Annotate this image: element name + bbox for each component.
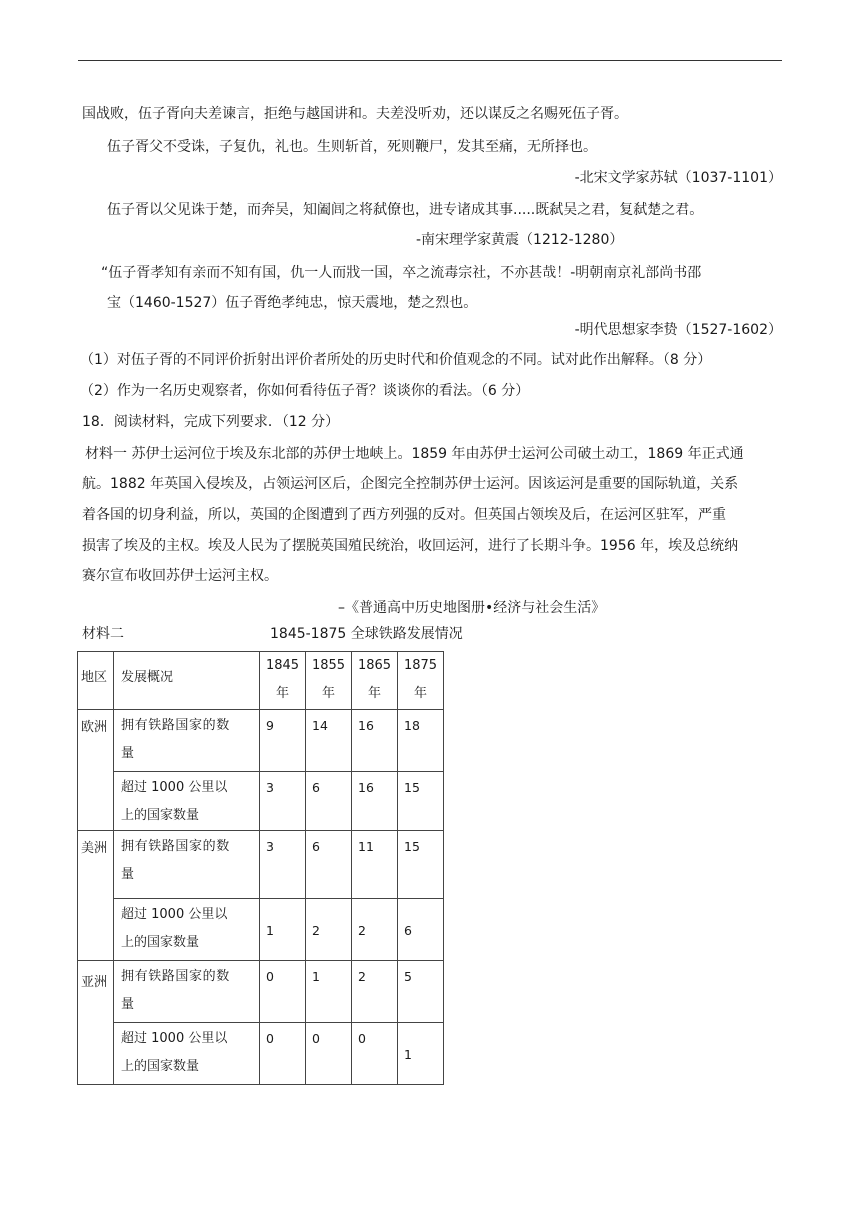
material-1-line-5: 赛尔宣布收回苏伊士运河主权。	[82, 568, 278, 584]
region-america: 美洲	[78, 831, 114, 961]
cell-value: 1	[398, 1023, 444, 1085]
table-row	[78, 772, 444, 831]
cell-value: 1	[260, 899, 306, 961]
material-1-line-3: 着各国的切身利益，所以，英国的企图遭到了西方列强的反对。但英国占领埃及后，在运河区驻军，严重	[82, 507, 726, 523]
desc-over-1000km: 超过 1000 公里以 上的国家数量	[114, 1023, 260, 1085]
table-title: 1845-1875 全球铁路发展情况	[270, 626, 463, 642]
text-line-6: “伍子胥孝知有亲而不知有国，仇一人而戕一国，卒之流毒宗社，不亦甚哉！-明朝南京礼部尚书邵	[101, 265, 702, 281]
cell-value: 16	[352, 710, 398, 772]
cell-value: 6	[306, 831, 352, 899]
question-1: （1）对伍子胥的不同评价折射出评价者所处的历史时代和价值观念的不同。试对此作出解释。（8 分）	[80, 352, 712, 368]
table-row	[78, 899, 444, 961]
desc-count: 拥有铁路国家的数 量	[114, 710, 260, 772]
text-line-7: 宝（1460-1527）伍子胥绝孝纯忠，惊天震地，楚之烈也。	[107, 295, 478, 311]
header-year-1845: 1845 年	[260, 652, 306, 710]
cell-value: 1	[306, 961, 352, 1023]
header-year-1855: 1855 年	[306, 652, 352, 710]
cell-value: 18	[398, 710, 444, 772]
cell-value: 2	[352, 961, 398, 1023]
region-europe: 欧洲	[78, 710, 114, 831]
cell-value: 0	[306, 1023, 352, 1085]
desc-count: 拥有铁路国家的数 量	[114, 961, 260, 1023]
cell-value: 0	[260, 1023, 306, 1085]
cell-value: 6	[398, 899, 444, 961]
header-year-1865: 1865 年	[352, 652, 398, 710]
cell-value: 14	[306, 710, 352, 772]
attribution-su-shi: -北宋文学家苏轼（1037-1101）	[574, 170, 782, 186]
cell-value: 2	[352, 899, 398, 961]
material-1-line-2: 航。1882 年英国入侵埃及，占领运河区后，企图完全控制苏伊士运河。因该运河是重要的国际轨道，关系	[82, 476, 739, 492]
cell-value: 0	[352, 1023, 398, 1085]
cell-value: 9	[260, 710, 306, 772]
cell-value: 3	[260, 831, 306, 899]
material-1-source: –《普通高中历史地图册•经济与社会生活》	[338, 600, 606, 616]
cell-value: 11	[352, 831, 398, 899]
question-18-heading: 18．阅读材料，完成下列要求．（12 分）	[82, 414, 340, 430]
cell-value: 15	[398, 831, 444, 899]
text-line-4: 伍子胥以父见诛于楚，而奔吴，知阖闾之将弑僚也，进专诸成其事.....既弑吴之君，复弑楚之君。	[107, 202, 704, 218]
material-1-line-4: 损害了埃及的主权。埃及人民为了摆脱英国殖民统治，收回运河，进行了长期斗争。1956 年，埃及总统纳	[82, 538, 739, 554]
attribution-huang-zhen: -南宋理学家黄震（1212-1280）	[416, 232, 624, 248]
table-row	[78, 831, 444, 899]
cell-value: 2	[306, 899, 352, 961]
cell-value: 0	[260, 961, 306, 1023]
header-rule	[78, 60, 782, 61]
cell-value: 15	[398, 772, 444, 831]
material-1-line-1: 材料一 苏伊士运河位于埃及东北部的苏伊士地峡上。1859 年由苏伊士运河公司破土动工，1869 年正式通	[85, 446, 744, 462]
table-header-row	[78, 652, 444, 710]
railway-table	[77, 651, 444, 1085]
cell-value: 3	[260, 772, 306, 831]
question-2: （2）作为一名历史观察者，你如何看待伍子胥？谈谈你的看法。（6 分）	[80, 383, 530, 399]
desc-over-1000km: 超过 1000 公里以 上的国家数量	[114, 899, 260, 961]
header-desc: 发展概况	[114, 652, 260, 710]
cell-value: 5	[398, 961, 444, 1023]
region-asia: 亚洲	[78, 961, 114, 1085]
desc-over-1000km: 超过 1000 公里以 上的国家数量	[114, 772, 260, 831]
header-region: 地区	[78, 652, 114, 710]
attribution-li-zhi: -明代思想家李贽（1527-1602）	[574, 322, 782, 338]
text-line-1: 国战败，伍子胥向夫差谏言，拒绝与越国讲和。夫差没听劝，还以谋反之名赐死伍子胥。	[82, 106, 628, 122]
table-row	[78, 961, 444, 1023]
table-row	[78, 1023, 444, 1085]
desc-count: 拥有铁路国家的数 量	[114, 831, 260, 899]
cell-value: 6	[306, 772, 352, 831]
text-line-2: 伍子胥父不受诛，子复仇，礼也。生则斩首，死则鞭尸，发其至痛，无所择也。	[107, 139, 597, 155]
header-year-1875: 1875 年	[398, 652, 444, 710]
table-row	[78, 710, 444, 772]
material-2-label: 材料二	[82, 626, 124, 642]
cell-value: 16	[352, 772, 398, 831]
